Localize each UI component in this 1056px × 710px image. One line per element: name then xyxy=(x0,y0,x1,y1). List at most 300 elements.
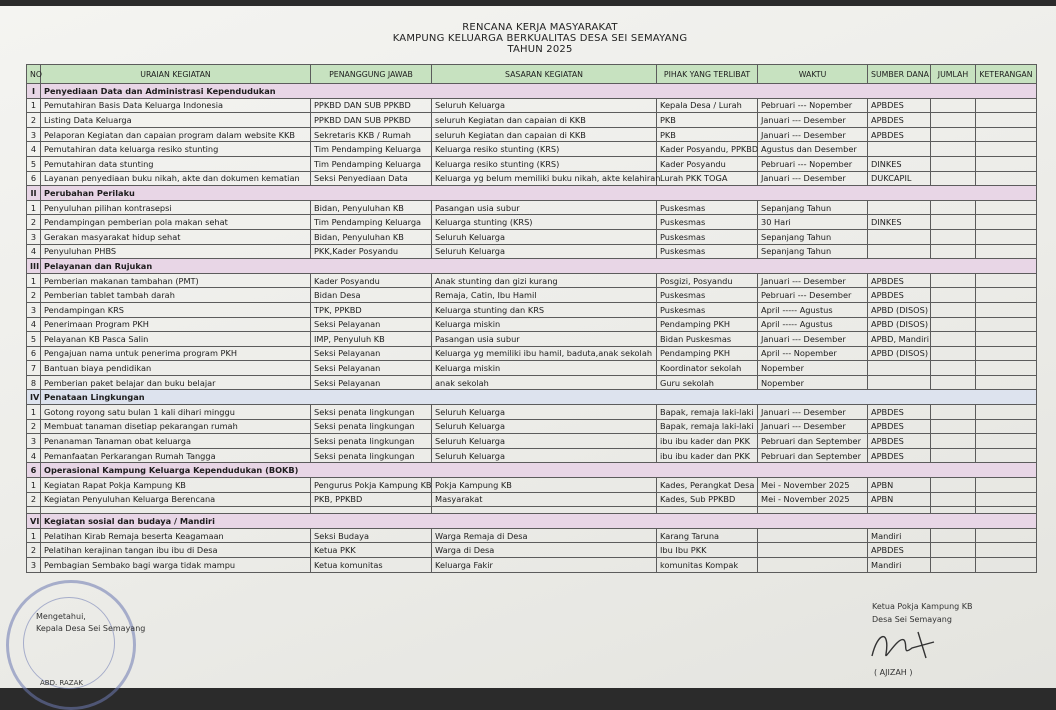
cell-pihak: Koordinator sekolah xyxy=(657,361,758,376)
col-header: WAKTU xyxy=(758,65,868,84)
cell-pj: Sekretaris KKB / Rumah xyxy=(311,127,432,142)
spacer-cell xyxy=(868,507,931,514)
footer-acknowledged: Mengetahui, xyxy=(36,612,86,621)
row-number: 2 xyxy=(27,215,41,230)
table-row xyxy=(27,229,1037,244)
cell-dana: APBN xyxy=(868,478,931,493)
cell-sasaran: Keluarga yg memiliki ibu hamil, baduta,anak sekolah xyxy=(432,346,657,361)
cell-keterangan xyxy=(976,142,1037,157)
cell-dana: DINKES xyxy=(868,156,931,171)
cell-jumlah xyxy=(931,273,976,288)
cell-keterangan xyxy=(976,528,1037,543)
cell-kegiatan: Membuat tanaman disetiap pekarangan rumah xyxy=(41,419,311,434)
cell-keterangan xyxy=(976,215,1037,230)
cell-dana xyxy=(868,200,931,215)
row-number: 6 xyxy=(27,346,41,361)
cell-jumlah xyxy=(931,229,976,244)
spacer-cell xyxy=(311,507,432,514)
table-row xyxy=(27,419,1037,434)
cell-pihak: PKB xyxy=(657,113,758,128)
col-header: PIHAK YANG TERLIBAT xyxy=(657,65,758,84)
cell-dana: APBDES xyxy=(868,127,931,142)
cell-keterangan xyxy=(976,200,1037,215)
table-row xyxy=(27,98,1037,113)
cell-keterangan xyxy=(976,492,1037,507)
cell-kegiatan: Pelatihan kerajinan tangan ibu ibu di Desa xyxy=(41,543,311,558)
cell-keterangan xyxy=(976,302,1037,317)
col-header: SUMBER DANA xyxy=(868,65,931,84)
cell-kegiatan: Pembagian Sembako bagi warga tidak mampu xyxy=(41,558,311,573)
row-number: 1 xyxy=(27,528,41,543)
cell-waktu: Pebruari dan September xyxy=(758,434,868,449)
cell-kegiatan: Penerimaan Program PKH xyxy=(41,317,311,332)
row-number: 2 xyxy=(27,419,41,434)
cell-kegiatan: Penanaman Tanaman obat keluarga xyxy=(41,434,311,449)
cell-kegiatan: Pendampingan KRS xyxy=(41,302,311,317)
cell-pihak: Pendamping PKH xyxy=(657,346,758,361)
cell-sasaran: Pasangan usia subur xyxy=(432,200,657,215)
spacer-cell xyxy=(41,507,311,514)
cell-dana: APBD (DISOS) xyxy=(868,302,931,317)
cell-pihak: Puskesmas xyxy=(657,215,758,230)
cell-kegiatan: Penyuluhan PHBS xyxy=(41,244,311,259)
spacer-cell xyxy=(27,507,41,514)
cell-dana: APBDES xyxy=(868,288,931,303)
table-row xyxy=(27,375,1037,390)
cell-waktu: April ----- Agustus xyxy=(758,302,868,317)
cell-pihak: PKB xyxy=(657,127,758,142)
cell-jumlah xyxy=(931,215,976,230)
cell-sasaran: Keluarga miskin xyxy=(432,317,657,332)
cell-waktu: Nopember xyxy=(758,375,868,390)
cell-keterangan xyxy=(976,288,1037,303)
doc-title-line2: KAMPUNG KELUARGA BERKUALITAS DESA SEI SEMAYANG xyxy=(392,33,688,44)
col-header: NO xyxy=(27,65,41,84)
cell-waktu: Pebruari --- Nopember xyxy=(758,156,868,171)
cell-keterangan xyxy=(976,317,1037,332)
section-number: VI xyxy=(27,514,41,529)
cell-dana: APBDES xyxy=(868,113,931,128)
section-title: Kegiatan sosial dan budaya / Mandiri xyxy=(41,514,1037,529)
cell-waktu: Sepanjang Tahun xyxy=(758,229,868,244)
village-stamp-icon xyxy=(6,580,136,710)
table-header-row xyxy=(27,65,1037,84)
cell-jumlah xyxy=(931,332,976,347)
section-header-row xyxy=(27,463,1037,478)
cell-jumlah xyxy=(931,361,976,376)
cell-jumlah xyxy=(931,288,976,303)
section-header-row xyxy=(27,186,1037,201)
cell-waktu: April --- Nopember xyxy=(758,346,868,361)
cell-keterangan xyxy=(976,332,1037,347)
spacer-cell xyxy=(758,507,868,514)
cell-keterangan xyxy=(976,273,1037,288)
row-number: 4 xyxy=(27,244,41,259)
cell-jumlah xyxy=(931,478,976,493)
cell-sasaran: Seluruh Keluarga xyxy=(432,244,657,259)
cell-pihak: Puskesmas xyxy=(657,200,758,215)
row-number: 3 xyxy=(27,434,41,449)
table-row xyxy=(27,405,1037,420)
cell-waktu: Mei - November 2025 xyxy=(758,492,868,507)
section-header-row xyxy=(27,514,1037,529)
cell-sasaran: Pasangan usia subur xyxy=(432,332,657,347)
cell-pihak: Puskesmas xyxy=(657,244,758,259)
cell-sasaran: Seluruh Keluarga xyxy=(432,229,657,244)
spacer-row xyxy=(27,507,1037,514)
footer-village-head: Kepala Desa Sei Semayang xyxy=(36,624,146,633)
section-header-row xyxy=(27,390,1037,405)
cell-pj: Ketua PKK xyxy=(311,543,432,558)
cell-dana: APBDES xyxy=(868,434,931,449)
table-row xyxy=(27,302,1037,317)
cell-pihak: Posgizi, Posyandu xyxy=(657,273,758,288)
cell-dana: APBDES xyxy=(868,405,931,420)
cell-dana: APBD (DISOS) xyxy=(868,346,931,361)
cell-waktu: Januari --- Desember xyxy=(758,127,868,142)
row-number: 7 xyxy=(27,361,41,376)
cell-keterangan xyxy=(976,434,1037,449)
cell-pj: Seksi Pelayanan xyxy=(311,375,432,390)
cell-jumlah xyxy=(931,448,976,463)
cell-pihak: Bapak, remaja laki-laki xyxy=(657,405,758,420)
cell-jumlah xyxy=(931,142,976,157)
section-number: II xyxy=(27,186,41,201)
table-row xyxy=(27,171,1037,186)
footer-pokja-title: Ketua Pokja Kampung KB xyxy=(872,602,973,611)
doc-title-line1: RENCANA KERJA MASYARAKAT xyxy=(462,22,618,33)
cell-pj: Bidan, Penyuluhan KB xyxy=(311,229,432,244)
cell-jumlah xyxy=(931,113,976,128)
cell-pj: PPKBD DAN SUB PPKBD xyxy=(311,98,432,113)
cell-jumlah xyxy=(931,543,976,558)
cell-pj: IMP, Penyuluh KB xyxy=(311,332,432,347)
cell-pj: Seksi penata lingkungan xyxy=(311,405,432,420)
cell-dana: APBD (DISOS) xyxy=(868,317,931,332)
cell-pihak: Pendamping PKH xyxy=(657,317,758,332)
table-row xyxy=(27,156,1037,171)
cell-pj: Seksi Penyediaan Data xyxy=(311,171,432,186)
cell-kegiatan: Pelatihan Kirab Remaja beserta Keagamaan xyxy=(41,528,311,543)
doc-title-line3: TAHUN 2025 xyxy=(507,44,573,55)
cell-kegiatan: Pemutahiran data keluarga resiko stunting xyxy=(41,142,311,157)
spacer-cell xyxy=(931,507,976,514)
cell-waktu: Sepanjang Tahun xyxy=(758,244,868,259)
cell-dana xyxy=(868,142,931,157)
cell-keterangan xyxy=(976,346,1037,361)
section-title: Perubahan Perilaku xyxy=(41,186,1037,201)
cell-waktu: Pebruari --- Nopember xyxy=(758,98,868,113)
cell-pj: Ketua komunitas xyxy=(311,558,432,573)
table-row xyxy=(27,332,1037,347)
row-number: 1 xyxy=(27,273,41,288)
cell-dana: Mandiri xyxy=(868,558,931,573)
cell-pihak: ibu ibu kader dan PKK xyxy=(657,434,758,449)
cell-pihak: Kades, Sub PPKBD xyxy=(657,492,758,507)
row-number: 4 xyxy=(27,448,41,463)
row-number: 2 xyxy=(27,543,41,558)
cell-keterangan xyxy=(976,448,1037,463)
cell-kegiatan: Kegiatan Penyuluhan Keluarga Berencana xyxy=(41,492,311,507)
cell-sasaran: seluruh Kegiatan dan capaian di KKB xyxy=(432,127,657,142)
table-row xyxy=(27,113,1037,128)
cell-waktu xyxy=(758,543,868,558)
cell-sasaran: anak sekolah xyxy=(432,375,657,390)
cell-keterangan xyxy=(976,405,1037,420)
table-row xyxy=(27,346,1037,361)
cell-keterangan xyxy=(976,229,1037,244)
row-number: 1 xyxy=(27,98,41,113)
col-header: JUMLAH xyxy=(931,65,976,84)
row-number: 4 xyxy=(27,142,41,157)
cell-pj: Tim Pendamping Keluarga xyxy=(311,215,432,230)
cell-kegiatan: Pendampingan pemberian pola makan sehat xyxy=(41,215,311,230)
cell-sasaran: Seluruh Keluarga xyxy=(432,98,657,113)
cell-pihak: Puskesmas xyxy=(657,288,758,303)
cell-kegiatan: Pemanfaatan Perkarangan Rumah Tangga xyxy=(41,448,311,463)
cell-kegiatan: Pelaporan Kegiatan dan capaian program dalam website KKB xyxy=(41,127,311,142)
cell-dana: DUKCAPIL xyxy=(868,171,931,186)
row-number: 3 xyxy=(27,127,41,142)
cell-pj: TPK, PPKBD xyxy=(311,302,432,317)
cell-sasaran: Keluarga Fakir xyxy=(432,558,657,573)
section-title: Pelayanan dan Rujukan xyxy=(41,259,1037,274)
spacer-cell xyxy=(657,507,758,514)
cell-kegiatan: Pemberian paket belajar dan buku belajar xyxy=(41,375,311,390)
cell-jumlah xyxy=(931,317,976,332)
section-number: 6 xyxy=(27,463,41,478)
cell-kegiatan: Pelayanan KB Pasca Salin xyxy=(41,332,311,347)
cell-pihak: Puskesmas xyxy=(657,302,758,317)
cell-sasaran: Seluruh Keluarga xyxy=(432,419,657,434)
cell-pj: Seksi Budaya xyxy=(311,528,432,543)
cell-keterangan xyxy=(976,543,1037,558)
cell-waktu: Januari --- Desember xyxy=(758,171,868,186)
row-number: 8 xyxy=(27,375,41,390)
cell-sasaran: Keluarga resiko stunting (KRS) xyxy=(432,142,657,157)
cell-jumlah xyxy=(931,434,976,449)
cell-jumlah xyxy=(931,302,976,317)
cell-dana: Mandiri xyxy=(868,528,931,543)
cell-pihak: Kades, Perangkat Desa xyxy=(657,478,758,493)
row-number: 6 xyxy=(27,171,41,186)
table-row xyxy=(27,200,1037,215)
cell-jumlah xyxy=(931,244,976,259)
cell-waktu: Nopember xyxy=(758,361,868,376)
cell-jumlah xyxy=(931,375,976,390)
row-number: 5 xyxy=(27,156,41,171)
cell-sasaran: Keluarga stunting dan KRS xyxy=(432,302,657,317)
cell-dana xyxy=(868,375,931,390)
spacer-cell xyxy=(976,507,1037,514)
row-number: 1 xyxy=(27,405,41,420)
cell-dana xyxy=(868,229,931,244)
col-header: SASARAN KEGIATAN xyxy=(432,65,657,84)
cell-pj: Tim Pendamping Keluarga xyxy=(311,142,432,157)
cell-kegiatan: Gotong royong satu bulan 1 kali dihari minggu xyxy=(41,405,311,420)
cell-kegiatan: Pemberian tablet tambah darah xyxy=(41,288,311,303)
cell-keterangan xyxy=(976,113,1037,128)
cell-dana: APBDES xyxy=(868,98,931,113)
signature-icon xyxy=(868,626,948,666)
footer-pokja-village: Desa Sei Semayang xyxy=(872,615,952,624)
cell-dana: APBN xyxy=(868,492,931,507)
section-header-row xyxy=(27,84,1037,99)
section-number: I xyxy=(27,84,41,99)
spacer-cell xyxy=(432,507,657,514)
cell-pihak: komunitas Kompak xyxy=(657,558,758,573)
cell-dana: APBDES xyxy=(868,543,931,558)
table-row xyxy=(27,244,1037,259)
row-number: 2 xyxy=(27,492,41,507)
cell-waktu: April ----- Agustus xyxy=(758,317,868,332)
cell-sasaran: Remaja, Catin, Ibu Hamil xyxy=(432,288,657,303)
cell-dana: APBDES xyxy=(868,273,931,288)
cell-sasaran: Masyarakat xyxy=(432,492,657,507)
cell-pj: Bidan Desa xyxy=(311,288,432,303)
cell-keterangan xyxy=(976,127,1037,142)
cell-kegiatan: Listing Data Keluarga xyxy=(41,113,311,128)
cell-pihak: Karang Taruna xyxy=(657,528,758,543)
work-plan-table xyxy=(26,64,1037,573)
cell-keterangan xyxy=(976,375,1037,390)
row-number: 2 xyxy=(27,288,41,303)
cell-pihak: ibu ibu kader dan PKK xyxy=(657,448,758,463)
section-title: Penataan Lingkungan xyxy=(41,390,1037,405)
cell-keterangan xyxy=(976,478,1037,493)
cell-kegiatan: Penyuluhan pilihan kontrasepsi xyxy=(41,200,311,215)
cell-jumlah xyxy=(931,405,976,420)
section-number: III xyxy=(27,259,41,274)
cell-jumlah xyxy=(931,528,976,543)
table-row xyxy=(27,558,1037,573)
cell-sasaran: Seluruh Keluarga xyxy=(432,434,657,449)
cell-waktu: Januari --- Desember xyxy=(758,405,868,420)
table-row xyxy=(27,528,1037,543)
cell-pihak: Bapak, remaja laki-laki xyxy=(657,419,758,434)
cell-pihak: Guru sekolah xyxy=(657,375,758,390)
table-row xyxy=(27,127,1037,142)
cell-jumlah xyxy=(931,558,976,573)
cell-sasaran: Keluarga miskin xyxy=(432,361,657,376)
cell-waktu: Mei - November 2025 xyxy=(758,478,868,493)
cell-dana xyxy=(868,244,931,259)
cell-pihak: Kader Posyandu, PPKBD xyxy=(657,142,758,157)
table-row xyxy=(27,142,1037,157)
cell-kegiatan: Bantuan biaya pendidikan xyxy=(41,361,311,376)
cell-pj: Bidan, Penyuluhan KB xyxy=(311,200,432,215)
table-body xyxy=(27,84,1037,573)
cell-keterangan xyxy=(976,244,1037,259)
cell-jumlah xyxy=(931,346,976,361)
row-number: 2 xyxy=(27,113,41,128)
cell-pj: Seksi penata lingkungan xyxy=(311,448,432,463)
table-row xyxy=(27,361,1037,376)
cell-sasaran: Pokja Kampung KB xyxy=(432,478,657,493)
section-number: IV xyxy=(27,390,41,405)
cell-pj: Seksi penata lingkungan xyxy=(311,419,432,434)
row-number: 3 xyxy=(27,558,41,573)
table-row xyxy=(27,434,1037,449)
cell-pihak: Bidan Puskesmas xyxy=(657,332,758,347)
table-row xyxy=(27,448,1037,463)
cell-pihak: Ibu Ibu PKK xyxy=(657,543,758,558)
cell-pj: Seksi Pelayanan xyxy=(311,361,432,376)
section-title: Penyediaan Data dan Administrasi Kependudukan xyxy=(41,84,1037,99)
cell-keterangan xyxy=(976,98,1037,113)
cell-sasaran: Seluruh Keluarga xyxy=(432,405,657,420)
cell-pj: PKB, PPKBD xyxy=(311,492,432,507)
col-header: URAIAN KEGIATAN xyxy=(41,65,311,84)
cell-dana: APBD, Mandiri xyxy=(868,332,931,347)
cell-kegiatan: Pengajuan nama untuk penerima program PKH xyxy=(41,346,311,361)
cell-waktu: Sepanjang Tahun xyxy=(758,200,868,215)
cell-pj: Kader Posyandu xyxy=(311,273,432,288)
section-title: Operasional Kampung Keluarga Kependudukan (BOKB) xyxy=(41,463,1037,478)
cell-pihak: Lurah PKK TOGA xyxy=(657,171,758,186)
table-row xyxy=(27,215,1037,230)
cell-jumlah xyxy=(931,492,976,507)
col-header: PENANGGUNG JAWAB xyxy=(311,65,432,84)
cell-jumlah xyxy=(931,98,976,113)
cell-keterangan xyxy=(976,361,1037,376)
cell-pj: Tim Pendamping Keluarga xyxy=(311,156,432,171)
cell-waktu: 30 Hari xyxy=(758,215,868,230)
cell-kegiatan: Gerakan masyarakat hidup sehat xyxy=(41,229,311,244)
cell-pj: Pengurus Pokja Kampung KB xyxy=(311,478,432,493)
cell-kegiatan: Layanan penyediaan buku nikah, akte dan dokumen kematian xyxy=(41,171,311,186)
footer-pokja-name: ( AJIZAH ) xyxy=(874,668,913,677)
document-page xyxy=(0,6,1056,688)
cell-keterangan xyxy=(976,156,1037,171)
cell-pj: Seksi Pelayanan xyxy=(311,317,432,332)
table-row xyxy=(27,478,1037,493)
table-row xyxy=(27,273,1037,288)
cell-keterangan xyxy=(976,419,1037,434)
cell-sasaran: Keluarga resiko stunting (KRS) xyxy=(432,156,657,171)
cell-kegiatan: Kegiatan Rapat Pokja Kampung KB xyxy=(41,478,311,493)
cell-dana xyxy=(868,361,931,376)
row-number: 3 xyxy=(27,302,41,317)
cell-jumlah xyxy=(931,200,976,215)
cell-waktu: Januari --- Desember xyxy=(758,273,868,288)
cell-kegiatan: Pemutahiran data stunting xyxy=(41,156,311,171)
cell-pj: Seksi penata lingkungan xyxy=(311,434,432,449)
cell-jumlah xyxy=(931,156,976,171)
cell-waktu: Pebruari dan September xyxy=(758,448,868,463)
cell-waktu: Agustus dan Desember xyxy=(758,142,868,157)
row-number: 3 xyxy=(27,229,41,244)
footer-village-head-name: ABD. RAZAK xyxy=(40,679,83,687)
row-number: 5 xyxy=(27,332,41,347)
cell-dana: DINKES xyxy=(868,215,931,230)
cell-sasaran: Anak stunting dan gizi kurang xyxy=(432,273,657,288)
row-number: 1 xyxy=(27,478,41,493)
cell-pj: Seksi Pelayanan xyxy=(311,346,432,361)
cell-pihak: Kepala Desa / Lurah xyxy=(657,98,758,113)
table-row xyxy=(27,543,1037,558)
cell-waktu: Januari --- Desember xyxy=(758,419,868,434)
cell-keterangan xyxy=(976,171,1037,186)
cell-keterangan xyxy=(976,558,1037,573)
cell-kegiatan: Pemutahiran Basis Data Keluarga Indonesia xyxy=(41,98,311,113)
cell-waktu: Januari --- Desember xyxy=(758,332,868,347)
cell-sasaran: Warga di Desa xyxy=(432,543,657,558)
cell-waktu: Pebruari --- Desember xyxy=(758,288,868,303)
cell-kegiatan: Pemberian makanan tambahan (PMT) xyxy=(41,273,311,288)
cell-dana: APBDES xyxy=(868,448,931,463)
cell-pj: PKK,Kader Posyandu xyxy=(311,244,432,259)
